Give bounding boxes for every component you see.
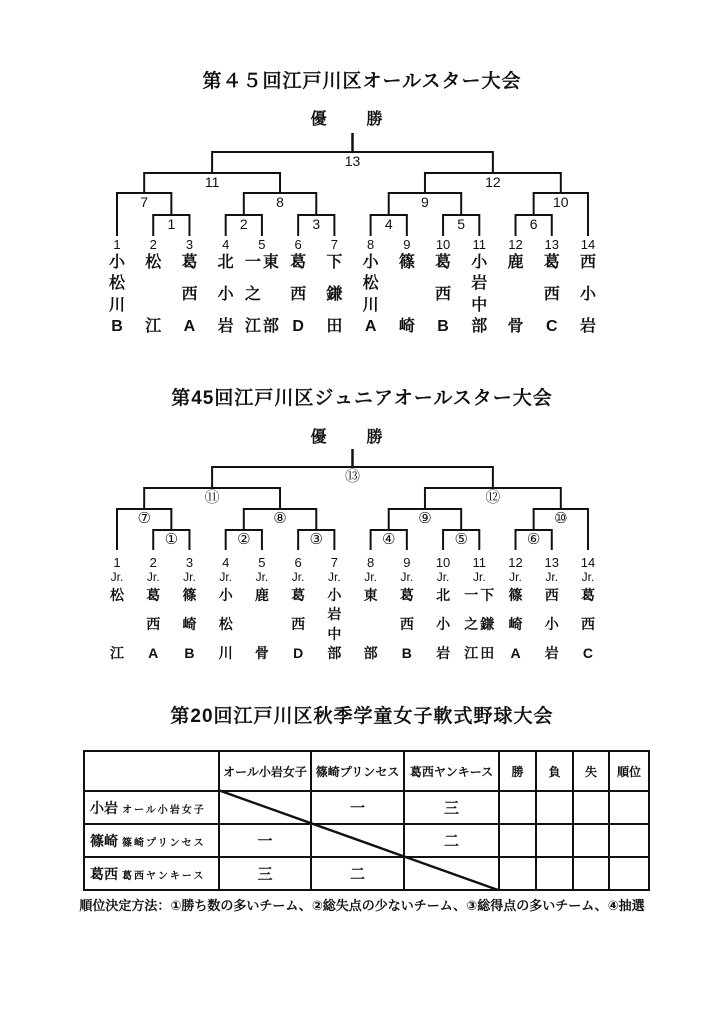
team-name [565, 255, 611, 335]
team-name-char: B [401, 645, 412, 661]
team-name-column [581, 588, 595, 660]
team-name-char: 篠 [508, 587, 523, 603]
match-label: 8 [276, 194, 284, 210]
result-cell [573, 857, 609, 890]
team-name-char: A [510, 645, 521, 661]
match-label: 12 [485, 174, 501, 190]
team-name-char: 西 [290, 286, 307, 303]
team-name-char: 小 [436, 616, 451, 632]
team-name-column [400, 588, 414, 660]
table-header-cell: 順位 [609, 751, 649, 791]
table-row [84, 824, 649, 857]
team-prefix: Jr. [291, 570, 305, 584]
team-name-column [464, 588, 478, 660]
team-name-char: 川 [108, 296, 125, 314]
team-name-column [327, 588, 341, 660]
team-number: 12 [508, 555, 523, 570]
team-name-char: 松 [145, 254, 162, 271]
team-name-char: 田 [326, 318, 343, 335]
team-name-char: 部 [471, 317, 488, 335]
team-name-char: 之 [464, 616, 479, 632]
team-name-char: 下 [326, 254, 343, 271]
team-name-column [291, 588, 305, 660]
team-number: 12 [508, 237, 523, 252]
team-number: 14 [580, 555, 596, 570]
score-cell [219, 791, 311, 824]
team-number: 13 [544, 555, 559, 570]
team-name-char: 岩 [544, 645, 559, 661]
team-name-char: 小 [327, 587, 342, 603]
match-label: ⑬ [344, 468, 360, 485]
match-label: 13 [344, 153, 361, 169]
team-name-char: 鎌 [480, 616, 495, 632]
team-name-char: 崎 [508, 616, 523, 632]
team-number: 8 [366, 237, 375, 252]
team-name-char: 江 [244, 318, 261, 335]
match-label: 4 [384, 216, 393, 232]
result-cell [609, 857, 649, 890]
match-label: 7 [140, 194, 149, 210]
team-name-column [364, 588, 378, 660]
team-name-column [580, 255, 596, 335]
team-name-char: 岩 [217, 318, 234, 335]
team-name-char: 松 [362, 275, 379, 293]
team-number: 1 [113, 555, 121, 570]
team-number: 5 [258, 555, 266, 570]
team-name-column [110, 588, 124, 660]
team-number: 8 [366, 555, 375, 570]
match-label: ⑨ [418, 510, 432, 527]
match-label: ① [164, 531, 179, 548]
match-label: 2 [239, 216, 248, 232]
team-name-char: 江 [464, 645, 479, 661]
team-number: 10 [435, 237, 451, 252]
team-name-char: 下 [480, 587, 495, 603]
team-name-char: 小 [362, 254, 379, 271]
team-full-name: 篠崎プリンセス [122, 837, 206, 849]
team-full-name: 葛西ヤンキース [122, 870, 206, 882]
team-prefix: Jr. [219, 570, 233, 584]
team-name-column [255, 588, 269, 660]
team-name-char: 葛 [543, 254, 560, 271]
team-name-char: 鹿 [254, 587, 269, 603]
team-prefix: Jr. [328, 570, 341, 584]
team-prefix: Jr. [110, 570, 124, 584]
team-number: 1 [113, 237, 121, 252]
team-name-char: 岩 [436, 645, 451, 661]
team-name-column [109, 255, 125, 335]
match-label: 6 [529, 216, 538, 232]
team-name-char: 篠 [398, 254, 415, 271]
team-prefix: Jr. [509, 570, 522, 584]
team-name [565, 588, 611, 660]
team-name-char: 一 [464, 587, 479, 603]
match-label: ③ [309, 531, 323, 548]
team-name-column [509, 588, 523, 660]
tournament3-title: 第20回江戸川区秋季学童女子軟式野球大会 [170, 706, 554, 727]
table-row [84, 791, 649, 824]
result-cell [536, 824, 573, 857]
team-name-char: 中 [327, 625, 342, 642]
team-name-column [508, 255, 524, 335]
team-name-char: 東 [262, 254, 279, 271]
team-number: 3 [185, 237, 194, 252]
tournament2-title: 第45回江戸川区ジュニアオールスター大会 [171, 388, 553, 409]
team-prefix: Jr. [472, 570, 486, 584]
match-label: ② [237, 531, 251, 548]
team-name-column [471, 255, 487, 335]
team-name-char: 小 [579, 286, 596, 303]
team-name-char: 西 [435, 286, 452, 303]
score-cell: 二 [311, 857, 404, 890]
result-cell [609, 824, 649, 857]
team-name-char: 岩 [471, 275, 488, 293]
team-name-column [544, 255, 560, 335]
match-label: 3 [312, 216, 321, 232]
score-cell: 二 [404, 824, 499, 857]
team-number: 3 [185, 555, 194, 570]
match-label: 5 [457, 216, 466, 232]
match-label: ⑪ [204, 489, 220, 506]
team-prefix: Jr. [581, 570, 595, 584]
team-number: 2 [149, 237, 157, 252]
team-name-char: 篠 [182, 587, 197, 603]
team-prefix: Jr. [436, 570, 450, 584]
result-cell [536, 857, 573, 890]
team-number: 13 [544, 237, 559, 252]
match-label: ⑫ [485, 489, 501, 506]
ranking-note: 順位決定方法：①勝ち数の多いチーム、②総失点の少ないチーム、③総得点の多いチーム、④抽選 [79, 898, 645, 913]
team-name-column [326, 255, 342, 335]
team-name-column [290, 255, 306, 335]
team-name-char: D [293, 645, 304, 661]
team-name-column [363, 255, 379, 335]
result-cell [499, 791, 536, 824]
team-full-name: オール小岩女子 [122, 804, 206, 816]
team-name-char: 小 [217, 286, 234, 303]
match-label: ⑥ [526, 531, 541, 548]
match-label: 10 [553, 194, 569, 210]
score-cell [404, 857, 499, 890]
team-number: 11 [472, 555, 487, 570]
team-name-char: B [184, 645, 195, 661]
score-cell: 一 [219, 824, 311, 857]
tournament1-title: 第４５回江戸川区オールスター大会 [202, 71, 522, 92]
team-name-char: 葛 [580, 587, 595, 603]
score-cell [311, 824, 404, 857]
team-name-char: 西 [544, 587, 559, 603]
team-row-label [84, 824, 219, 857]
team-name-char: A [364, 317, 377, 335]
team-name-char: 骨 [254, 645, 269, 661]
score-cell: 三 [404, 791, 499, 824]
team-name-char: 川 [218, 645, 233, 661]
team-name-char: 部 [262, 318, 279, 335]
match-label: 1 [167, 216, 176, 232]
team-prefix: Jr. [183, 570, 196, 584]
team-row-label [84, 791, 219, 824]
team-prefix: Jr. [400, 570, 414, 584]
team-name-column [181, 255, 197, 335]
result-cell [573, 824, 609, 857]
team-short-name: 篠崎 [90, 832, 118, 849]
team-name-char: 小 [544, 616, 559, 632]
team-name-char: 西 [579, 254, 596, 271]
score-cell: 三 [219, 857, 311, 890]
team-name-char: 一 [244, 254, 261, 271]
team-row-label [84, 857, 219, 890]
team-name-char: 鹿 [507, 254, 524, 271]
match-label: ⑦ [137, 510, 151, 527]
team-prefix: Jr. [545, 570, 559, 584]
result-cell [499, 857, 536, 890]
table-header-cell: 葛西ヤンキース [404, 751, 499, 791]
team-name-char: 江 [110, 645, 124, 661]
team-number: 4 [222, 237, 230, 252]
team-number: 4 [222, 555, 230, 570]
team-name-char: 田 [480, 645, 495, 661]
score-cell: 一 [311, 791, 404, 824]
team-number: 11 [472, 237, 487, 252]
team-name-char: 松 [218, 616, 233, 632]
team-name-char: 崎 [182, 616, 197, 632]
team-name-char: 松 [108, 275, 125, 293]
result-cell [536, 791, 573, 824]
team-name-char: 部 [327, 644, 342, 661]
team-name-char: D [292, 318, 304, 335]
team-number: 6 [294, 555, 302, 570]
table-header-cell: 負 [536, 751, 573, 791]
team-name-char: 西 [399, 616, 414, 632]
team-name-char: 西 [291, 616, 306, 632]
team-name-char: 江 [145, 318, 162, 335]
team-number: 9 [403, 555, 411, 570]
team-name-column [146, 588, 160, 660]
team-short-name: 小岩 [90, 799, 118, 816]
team-prefix: Jr. [364, 570, 377, 584]
team-number: 7 [330, 555, 338, 570]
team-name-char: 小 [471, 254, 488, 271]
team-name-char: B [437, 318, 449, 335]
team-name-char: 之 [244, 286, 261, 303]
team-name-char: 小 [108, 254, 125, 271]
team-name-char: 小 [218, 587, 233, 603]
table-header-cell: オール小岩女子 [219, 751, 311, 791]
match-label: 11 [204, 174, 220, 190]
team-number: 6 [294, 237, 302, 252]
match-label: ⑤ [454, 531, 468, 548]
team-entry [565, 556, 611, 660]
team-prefix: Jr. [255, 570, 269, 584]
team-name-char: 西 [181, 286, 198, 303]
match-label: ⑧ [273, 510, 287, 527]
team-number: 14 [580, 237, 596, 252]
team-number: 7 [330, 237, 338, 252]
team-entry [565, 238, 611, 335]
table-header-cell: 失 [573, 751, 609, 791]
table-row [84, 857, 649, 890]
team-name-char: 葛 [399, 587, 414, 603]
team-name-char: 松 [110, 587, 124, 603]
champion-label: 優 勝 [310, 111, 395, 128]
team-name-column [182, 588, 196, 660]
team-name-char: 葛 [291, 587, 306, 603]
team-name-char: C [545, 318, 558, 335]
team-name-char: 西 [580, 616, 595, 632]
team-name-column [218, 255, 234, 335]
team-name-column [399, 255, 415, 335]
team-name-char: 西 [146, 616, 161, 632]
team-name-char: 岩 [327, 606, 342, 623]
team-name-char: 葛 [290, 254, 307, 271]
team-name-char: 葛 [181, 254, 198, 271]
standings-grid [83, 750, 650, 891]
table-header-cell: 勝 [499, 751, 536, 791]
team-name-column [219, 588, 233, 660]
team-name-char: C [582, 645, 594, 661]
team-number: 5 [258, 237, 266, 252]
team-prefix: Jr. [146, 570, 160, 584]
team-name-char: 川 [362, 296, 379, 314]
team-name-column [145, 255, 161, 335]
team-name-char: 部 [363, 645, 378, 661]
team-name-char: 鎌 [326, 286, 343, 303]
champion-label: 優 勝 [310, 429, 395, 446]
team-name-char: B [111, 317, 123, 335]
team-name-char: 岩 [579, 318, 596, 335]
team-name-char: 北 [436, 587, 451, 603]
team-name-char: 中 [471, 296, 488, 314]
standings-table [83, 750, 650, 892]
team-name-char: 葛 [146, 587, 161, 603]
result-cell [573, 791, 609, 824]
team-name-char: 西 [543, 286, 560, 303]
table-header-row [84, 751, 649, 791]
table-header-cell [84, 751, 219, 791]
team-name-char: 葛 [435, 254, 452, 271]
team-name-column [245, 255, 261, 335]
team-name-char: A [148, 645, 159, 661]
match-label: ⑩ [554, 510, 568, 527]
match-label: 9 [421, 194, 429, 210]
team-name-char: A [183, 318, 196, 335]
result-cell [609, 791, 649, 824]
team-name-column [435, 255, 451, 335]
team-name-column [545, 588, 559, 660]
team-number: 2 [149, 555, 157, 570]
team-number: 9 [403, 237, 411, 252]
team-name-char: 崎 [398, 318, 415, 335]
table-header-cell: 篠崎プリンセス [311, 751, 404, 791]
team-short-name: 葛西 [90, 865, 118, 882]
result-cell [499, 824, 536, 857]
team-number: 10 [435, 555, 451, 570]
team-name-char: 北 [217, 254, 234, 271]
team-name-char: 東 [363, 587, 378, 603]
team-name-char: 骨 [507, 318, 524, 335]
team-name-column [436, 588, 450, 660]
match-label: ④ [381, 531, 396, 548]
